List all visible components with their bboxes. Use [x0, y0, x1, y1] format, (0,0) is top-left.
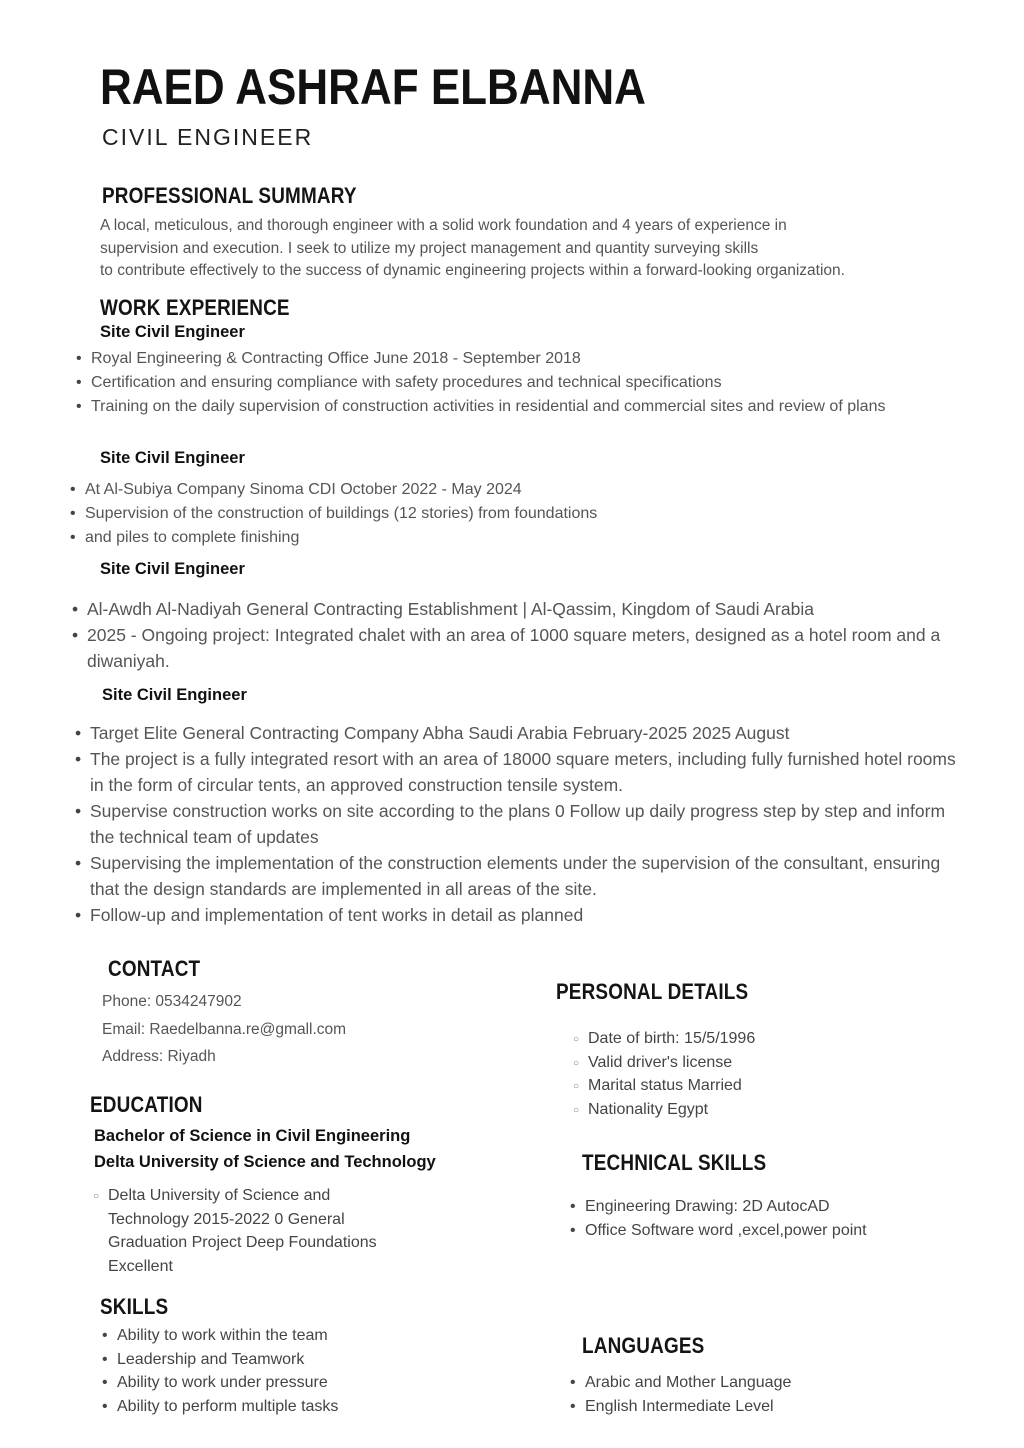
list-item: • and piles to complete finishing [85, 526, 905, 550]
summary-line: supervision and execution. I seek to utilize my project management and quantity surveying skills [100, 239, 759, 257]
list-item: • English Intermediate Level [585, 1395, 1005, 1419]
list-item: • Al-Awdh Al-Nadiyah General Contracting Establishment | Al-Qassim, Kingdom of Saudi Arabia [87, 596, 967, 622]
education-degree-block [94, 1123, 436, 1175]
degree-title: Bachelor of Science in Civil Engineering [94, 1127, 411, 1145]
list-item: • Office Software word ,excel,power point [585, 1219, 1005, 1243]
list-item: • Supervise construction works on site according to the plans 0 Follow up daily progress step by step and inform the technical team of updates [90, 798, 970, 850]
summary-text [100, 215, 920, 283]
technical-list [585, 1195, 1005, 1242]
list-item: • The project is a fully integrated resort with an area of 18000 square meters, including fully furnished hotel rooms in the form of circular tents, an approved construction tensile system. [90, 746, 970, 798]
list-item: • Leadership and Teamwork [117, 1348, 447, 1372]
technical-heading: TECHNICAL SKILLS [582, 1150, 767, 1175]
list-item: • Ability to work under pressure [117, 1371, 447, 1395]
skills-list [117, 1324, 447, 1418]
contact-heading: CONTACT [108, 956, 201, 981]
list-item: • Target Elite General Contracting Company Abha Saudi Arabia February-2025 2025 August [90, 720, 970, 746]
education-heading: EDUCATION [90, 1092, 203, 1117]
list-item: • 2025 - Ongoing project: Integrated chalet with an area of 1000 square meters, designed as a hotel room and a diwaniyah. [87, 622, 967, 674]
address-text: Address: Riyadh [102, 1048, 216, 1065]
email-text: Email: Raedelbanna.re@gmall.com [102, 1020, 347, 1038]
job-bullets [87, 596, 967, 674]
languages-heading: LANGUAGES [582, 1333, 705, 1358]
list-item: • Supervision of the construction of buildings (12 stories) from foundations [85, 502, 905, 526]
job-title: CIVIL ENGINEER [102, 124, 314, 150]
list-item: • Engineering Drawing: 2D AutocAD [585, 1195, 1005, 1219]
university-name: Delta University of Science and Technology [94, 1153, 436, 1171]
job-role: Site Civil Engineer [100, 560, 245, 578]
skills-heading: SKILLS [100, 1294, 169, 1319]
list-item: ○ Valid driver's license [588, 1051, 988, 1075]
phone-text: Phone: 0534247902 [102, 993, 242, 1010]
contact-info [102, 988, 346, 1071]
job-bullets [91, 347, 911, 419]
list-item: • Royal Engineering & Contracting Office June 2018 - September 2018 [91, 347, 911, 371]
summary-line: A local, meticulous, and thorough engineer with a solid work foundation and 4 years of experience in [100, 217, 787, 234]
job-role: Site Civil Engineer [102, 686, 247, 704]
languages-list [585, 1371, 1005, 1418]
job-bullets [90, 720, 970, 928]
experience-heading: WORK EXPERIENCE [100, 295, 290, 320]
list-item: • Supervising the implementation of the construction elements under the supervision of the consultant, ensuring that the design standards are implemented in all areas of the site. [90, 850, 970, 902]
list-item: • Ability to work within the team [117, 1324, 447, 1348]
list-item: ○ Delta University of Science and Technology 2015-2022 0 General Graduation Project Deep Foundations Excellent [108, 1184, 408, 1278]
job-role: Site Civil Engineer [100, 449, 245, 467]
list-item: • Follow-up and implementation of tent works in detail as planned [90, 902, 970, 928]
job-role: Site Civil Engineer [100, 323, 245, 341]
list-item: • Certification and ensuring compliance with safety procedures and technical specifications [91, 371, 911, 395]
summary-line: to contribute effectively to the success of dynamic engineering projects within a forward-looking organization. [100, 262, 845, 279]
candidate-name: RAED ASHRAF ELBANNA [100, 59, 646, 115]
job-bullets [85, 478, 905, 550]
personal-list [588, 1027, 988, 1121]
list-item: • Ability to perform multiple tasks [117, 1395, 447, 1419]
list-item: ○ Date of birth: 15/5/1996 [588, 1027, 988, 1051]
list-item: • At Al-Subiya Company Sinoma CDI October 2022 - May 2024 [85, 478, 905, 502]
list-item: • Arabic and Mother Language [585, 1371, 1005, 1395]
list-item: ○ Marital status Married [588, 1074, 988, 1098]
list-item: • Training on the daily supervision of construction activities in residential and commercial sites and review of plans [91, 395, 911, 419]
personal-heading: PERSONAL DETAILS [556, 979, 749, 1004]
education-details [108, 1184, 408, 1278]
summary-heading: PROFESSIONAL SUMMARY [102, 183, 357, 208]
list-item: ○ Nationality Egypt [588, 1098, 988, 1122]
